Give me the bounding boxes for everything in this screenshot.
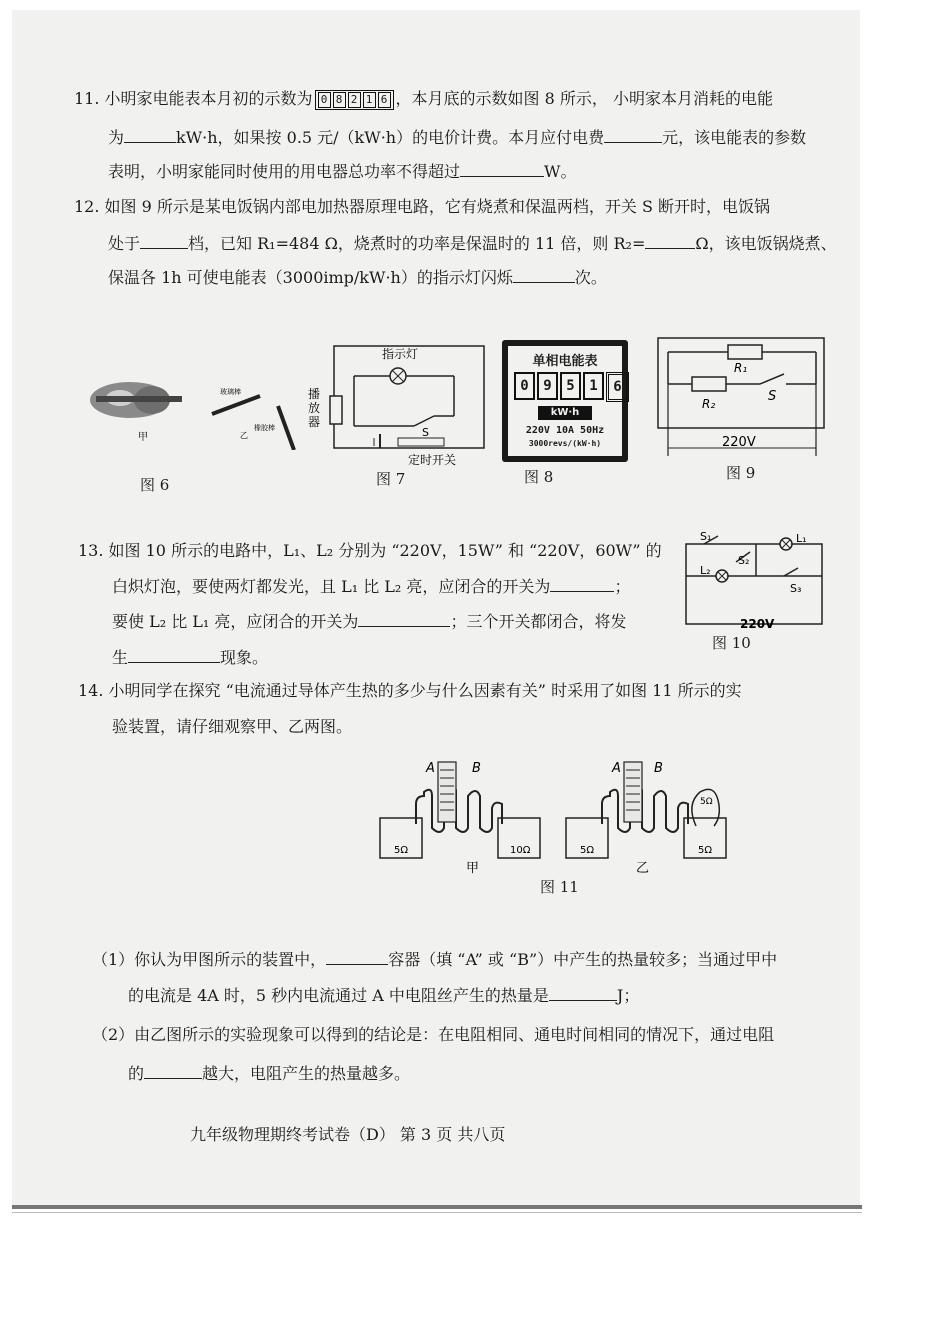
answer-blank[interactable] <box>460 160 544 177</box>
timer-switch <box>398 438 444 446</box>
q14-text: J； <box>616 986 640 1005</box>
resistor-5ohm-label: 5Ω <box>700 797 713 807</box>
meter-digit: 5 <box>560 372 581 400</box>
meter-digit: 8 <box>333 92 346 108</box>
meter-digit: 9 <box>537 372 558 400</box>
s1-label: S₁ <box>700 530 712 543</box>
meter-digit: 1 <box>583 372 604 400</box>
figure-8-meter <box>502 340 628 462</box>
q11-text: 元，该电能表的参数 <box>662 128 807 147</box>
scale-yi <box>624 762 642 822</box>
s2-label: S₂ <box>738 554 750 567</box>
meter-spec: 220V 10A 50Hz <box>525 425 605 436</box>
q13-line1: 13. 如图 10 所示的电路中，L₁、L₂ 分别为 “220V，15W” 和 “220V，60W” 的 <box>78 541 662 560</box>
q13-text: 要使 L₂ 比 L₁ 亮，应闭合的开关为 <box>112 612 359 631</box>
q14-part1-line2 <box>128 984 639 1007</box>
fig8-caption: 图 8 <box>524 468 554 486</box>
device-label: 播放器 <box>308 387 321 429</box>
answer-blank[interactable] <box>604 126 662 143</box>
q13-text: 白炽灯泡，要使两灯都发光，且 L₁ 比 L₂ 亮，应闭合的开关为 <box>112 577 551 596</box>
meter-spec: 3000revs/(kW·h) <box>528 439 602 448</box>
q14-text: 越大，电阻产生的热量越多。 <box>202 1064 411 1083</box>
q11-text: 为 <box>108 128 125 147</box>
tube-b-label: B <box>472 761 481 776</box>
q14-line1: 14. 小明同学在探究 “电流通过导体产生热的多少与什么因素有关” 时采用了如图 11 所示的实 <box>78 681 742 700</box>
answer-blank[interactable] <box>140 232 188 249</box>
q14-part2-line2 <box>128 1062 410 1085</box>
answer-blank[interactable] <box>645 232 695 249</box>
q13-text: 现象。 <box>220 648 269 667</box>
resistor-5ohm-label: 5Ω <box>580 845 595 856</box>
resistor-5ohm-label: 5Ω <box>698 845 713 856</box>
q13-line4 <box>112 646 268 669</box>
s3-label: S₃ <box>790 582 802 595</box>
lamp-label: 指示灯 <box>382 347 419 361</box>
meter-digit: 1 <box>363 92 376 108</box>
switch-icon <box>414 416 434 426</box>
answer-blank[interactable] <box>124 126 176 143</box>
q13-line2 <box>112 575 630 598</box>
r1-label: R₁ <box>734 361 748 375</box>
tube-a-label: A <box>426 761 435 776</box>
r2-label: R₂ <box>702 397 716 411</box>
meter-digit-decimal: 6 <box>606 372 629 402</box>
answer-blank[interactable] <box>358 610 450 627</box>
rubber-rod <box>278 406 294 450</box>
q12-line1: 12. 如图 9 所示是某电饭锅内部电加热器原理电路，它有烧煮和保温两档，开关 S 断开时，电饭锅 <box>74 197 771 216</box>
fig10-frame <box>686 544 822 624</box>
resistor-5ohm-label: 5Ω <box>394 845 409 856</box>
q12-text: Ω，该电饭锅烧煮、 <box>695 234 837 253</box>
fig11-caption: 图 11 <box>540 878 579 896</box>
q14-text: 的电流是 4A 时，5 秒内电流通过 A 中电阻丝产生的热量是 <box>128 986 549 1005</box>
yi-label: 乙 <box>636 861 650 874</box>
switch-label: S <box>422 426 429 439</box>
player-device <box>330 396 342 424</box>
answer-blank[interactable] <box>326 948 388 965</box>
u-tube-jia <box>416 786 502 832</box>
figure-11 <box>370 756 740 874</box>
tube-a-label: A <box>612 761 621 776</box>
q11-line2 <box>108 126 806 149</box>
fig6-label-jia: 甲 <box>138 432 148 443</box>
q11-text-a: 11. 小明家电能表本月初的示数为 <box>74 89 313 108</box>
fig7-caption: 图 7 <box>376 470 406 488</box>
glass-rod <box>212 396 260 414</box>
q13-text: ； <box>614 577 631 596</box>
fig10-caption: 图 10 <box>712 634 751 652</box>
resistor-r2 <box>692 377 726 391</box>
answer-blank[interactable] <box>513 266 575 283</box>
voltage-label: 220V <box>722 435 756 450</box>
page-edge-shadow <box>12 1212 862 1213</box>
meter-digit: 0 <box>318 92 331 108</box>
tube-b-label: B <box>654 761 663 776</box>
fig9-caption: 图 9 <box>726 464 756 482</box>
q14-part1-line1 <box>92 948 777 971</box>
q11-line1 <box>74 88 773 110</box>
switch-s3 <box>784 568 798 576</box>
l2-label: L₂ <box>700 564 711 577</box>
meter-unit: kW·h <box>538 406 592 420</box>
q13-line3 <box>112 610 626 633</box>
resistor-r1 <box>728 345 762 359</box>
fig6-caption: 图 6 <box>140 476 170 494</box>
jia-label: 甲 <box>466 861 480 874</box>
u-tube-yi <box>602 786 688 832</box>
meter-title: 单相电能表 <box>532 354 598 369</box>
figure-7 <box>294 340 490 470</box>
q14-text: （1）你认为甲图所示的装置中， <box>92 950 327 969</box>
circuit-frame <box>334 346 484 448</box>
q13-text: ；三个开关都闭合，将发 <box>450 612 627 631</box>
meter-digits <box>514 372 629 402</box>
answer-blank[interactable] <box>128 646 220 663</box>
page-footer: 九年级物理期终考试卷（D） 第 3 页 共八页 <box>190 1125 506 1144</box>
q12-text: 次。 <box>574 268 607 287</box>
answer-blank[interactable] <box>549 984 617 1001</box>
fig6-text: 玻璃棒 <box>220 388 241 396</box>
q12-text: 档，已知 R₁=484 Ω，烧煮时的功率是保温时的 11 倍，则 R₂= <box>188 234 646 253</box>
fig6-label-yi: 乙 <box>240 431 248 440</box>
q12-line3 <box>108 266 607 289</box>
meter-digit: 0 <box>514 372 535 400</box>
meter-start-reading <box>315 90 394 110</box>
q13-text: 生 <box>112 648 129 667</box>
resistor-10ohm-label: 10Ω <box>510 845 531 856</box>
answer-blank[interactable] <box>550 575 614 592</box>
meter-digit: 2 <box>348 92 361 108</box>
meter-digit: 6 <box>378 92 391 108</box>
q14-part2-line1: （2）由乙图所示的实验现象可以得到的结论是：在电阻相同、通电时间相同的情况下，通过电阻 <box>92 1025 775 1044</box>
s-label: S <box>768 389 777 404</box>
q14-text: 容器（填 “A” 或 “B”）中产生的热量较多；当通过甲中 <box>388 950 778 969</box>
q12-text: 处于 <box>108 234 141 253</box>
q11-line3 <box>108 160 576 183</box>
figure-9 <box>656 336 828 466</box>
figure-6 <box>82 370 304 450</box>
answer-blank[interactable] <box>144 1062 202 1079</box>
figure-10 <box>680 528 828 634</box>
scale-jia <box>438 762 456 822</box>
q11-text: kW·h，如果按 0.5 元/（kW·h）的电价计费。本月应付电费 <box>176 128 605 147</box>
timer-label: 定时开关 <box>408 453 457 467</box>
voltage-label: 220V <box>740 617 775 631</box>
fig6-text: 橡胶棒 <box>254 424 275 432</box>
q12-line2 <box>108 232 837 255</box>
q11-text: 表明，小明家能同时使用的用电器总功率不得超过 <box>108 162 461 181</box>
q12-text: 保温各 1h 可使电能表（3000imp/kW·h）的指示灯闪烁 <box>108 268 513 287</box>
page-edge <box>12 1205 862 1209</box>
q11-text-b: ，本月底的示数如图 8 所示， 小明家本月消耗的电能 <box>395 89 773 108</box>
switch-s <box>760 374 784 384</box>
l1-label: L₁ <box>796 532 807 545</box>
q11-text: W。 <box>544 162 577 181</box>
q14-text: 的 <box>128 1064 145 1083</box>
q14-line2: 验装置，请仔细观察甲、乙两图。 <box>112 717 353 736</box>
